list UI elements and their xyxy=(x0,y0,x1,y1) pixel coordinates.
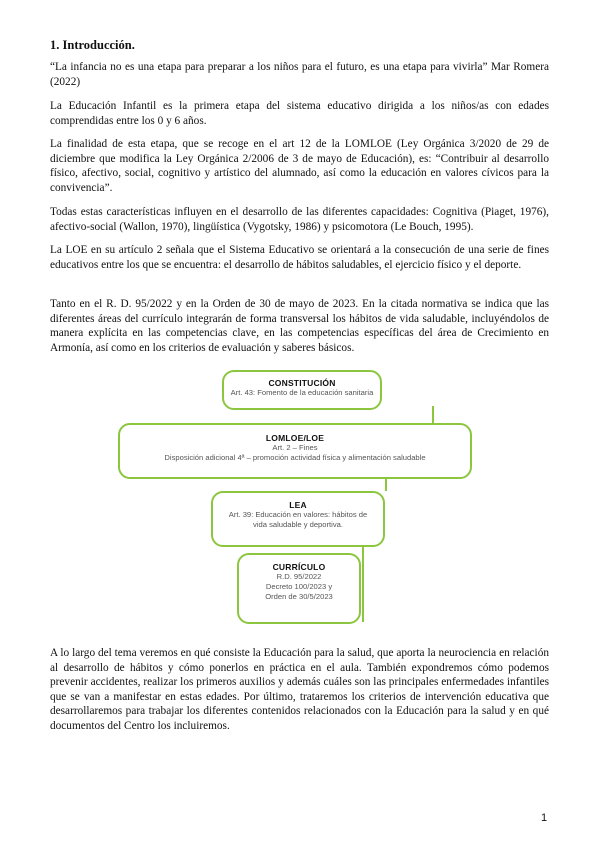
regulation-paragraph: Tanto en el R. D. 95/2022 y en la Orden de 30 de mayo de 2023. En la citada normativa se indica que las diferentes áreas del currículo integrarán de forma transversal los hábitos de vida saludable, incluyéndolos de manera explícita en las competencias clave, en las competencias específicas del área de Crecimiento en Armonía, así como en los criterios de evaluación y saberes básicos. xyxy=(50,298,549,354)
box-title: CURRÍCULO xyxy=(272,562,326,572)
constitucion-box xyxy=(222,370,382,410)
box-text: Decreto 100/2023 y xyxy=(265,582,333,591)
connector-line xyxy=(362,543,364,622)
loe-paragraph: La LOE en su artículo 2 señala que el Sistema Educativo se orientará a la consecución de una serie de fines educativos entre los que se encuentra: el desarrollo de hábitos saludables, el ejercicio físico y el deporte. xyxy=(50,244,549,271)
quote-paragraph: “La infancia no es una etapa para preparar a los niños para el futuro, es una etapa para vivirla” Mar Romera (2022) xyxy=(50,61,549,88)
box-text: Disposición adicional 4ª – promoción actividad física y alimentación saludable xyxy=(164,453,426,462)
box-text: Art. 43: Fomento de la educación sanitaria xyxy=(230,388,374,397)
box-title: LOMLOE/LOE xyxy=(265,433,325,443)
box-text: Art. 39: Educación en valores: hábitos de xyxy=(228,510,368,519)
box-title: CONSTITUCIÓN xyxy=(268,378,336,388)
lomloe-box xyxy=(118,423,472,479)
box-text: vida saludable y deportiva. xyxy=(253,520,343,529)
lea-box xyxy=(211,491,385,547)
box-text: Art. 2 – Fines xyxy=(272,443,318,452)
overview-paragraph: A lo largo del tema veremos en qué consiste la Educación para la salud, que aporta la neurociencia en relación al desarrollo de hábitos y cómo ponerlos en práctica en el aula. También expondremos cómo podemos prevenir accidentes, realizar los primeros auxilios y además cuáles son las principales enfermedades infantiles que se van a manifestar en estas edades. Por último, trataremos los criterios de intervención educativa que desarrollaremos para trabajar los diferentes contenidos relacionados con la Educación para la salud y en qué documentos del Centro los incluiremos. xyxy=(50,647,549,732)
capacities-paragraph: Todas estas características influyen en el desarrollo de las diferentes capacidades: Cognitiva (Piaget, 1976), afectivo-social (Wallon, 1970), lingüística (Vygotsky, 1986) y psicomotora (Le Bouch, 1995). xyxy=(50,206,549,233)
box-text: Orden de 30/5/2023 xyxy=(265,592,333,601)
box-title: LEA xyxy=(289,500,307,510)
purpose-paragraph: La finalidad de esta etapa, que se recoge en el art 12 de la LOMLOE (Ley Orgánica 3/2020 de 29 de diciembre que modifica la Ley Orgánica 2/2006 de 3 de mayo de Educación), es: “Contribuir al desarrollo físico, afectivo, social, cognitivo y artístico del alumnado, así como la educación en valores cívicos para la convivencia”. xyxy=(50,138,549,194)
intro-paragraph: La Educación Infantil es la primera etapa del sistema educativo dirigida a los niños/as con edades comprendidas entre los 0 y 6 años. xyxy=(50,100,549,127)
curriculo-box xyxy=(237,553,361,624)
section-heading: 1. Introducción. xyxy=(50,38,135,52)
box-text: R.D. 95/2022 xyxy=(276,572,322,581)
page-number: 1 xyxy=(541,812,548,824)
connector-line xyxy=(432,406,434,423)
